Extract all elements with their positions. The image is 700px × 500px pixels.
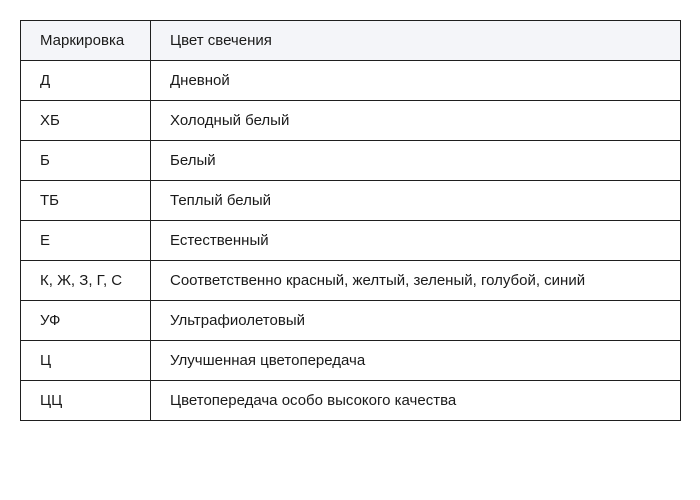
glow-color-cell: Белый bbox=[151, 141, 681, 181]
table-row bbox=[21, 101, 681, 141]
table-row bbox=[21, 221, 681, 261]
glow-color-cell: Дневной bbox=[151, 61, 681, 101]
table-row bbox=[21, 341, 681, 381]
table-row bbox=[21, 261, 681, 301]
table-row bbox=[21, 141, 681, 181]
marking-cell: К, Ж, З, Г, С bbox=[21, 261, 151, 301]
marking-cell: УФ bbox=[21, 301, 151, 341]
glow-color-cell: Теплый белый bbox=[151, 181, 681, 221]
header-row bbox=[21, 21, 681, 61]
table-row bbox=[21, 381, 681, 421]
glow-color-cell: Холодный белый bbox=[151, 101, 681, 141]
header-cell-glow-color: Цвет свечения bbox=[151, 21, 681, 61]
table-row bbox=[21, 181, 681, 221]
glow-color-cell: Цветопередача особо высокого качества bbox=[151, 381, 681, 421]
marking-cell: ХБ bbox=[21, 101, 151, 141]
table-row bbox=[21, 61, 681, 101]
marking-cell: ЦЦ bbox=[21, 381, 151, 421]
marking-cell: Е bbox=[21, 221, 151, 261]
table-header bbox=[21, 21, 681, 61]
marking-table-container bbox=[20, 20, 680, 421]
table-body bbox=[21, 61, 681, 421]
glow-color-cell: Соответственно красный, желтый, зеленый, голубой, синий bbox=[151, 261, 681, 301]
marking-cell: Д bbox=[21, 61, 151, 101]
marking-cell: Б bbox=[21, 141, 151, 181]
marking-cell: Ц bbox=[21, 341, 151, 381]
marking-cell: ТБ bbox=[21, 181, 151, 221]
table-row bbox=[21, 301, 681, 341]
glow-color-cell: Естественный bbox=[151, 221, 681, 261]
header-cell-marking: Маркировка bbox=[21, 21, 151, 61]
glow-color-cell: Ультрафиолетовый bbox=[151, 301, 681, 341]
marking-table bbox=[20, 20, 681, 421]
glow-color-cell: Улучшенная цветопередача bbox=[151, 341, 681, 381]
